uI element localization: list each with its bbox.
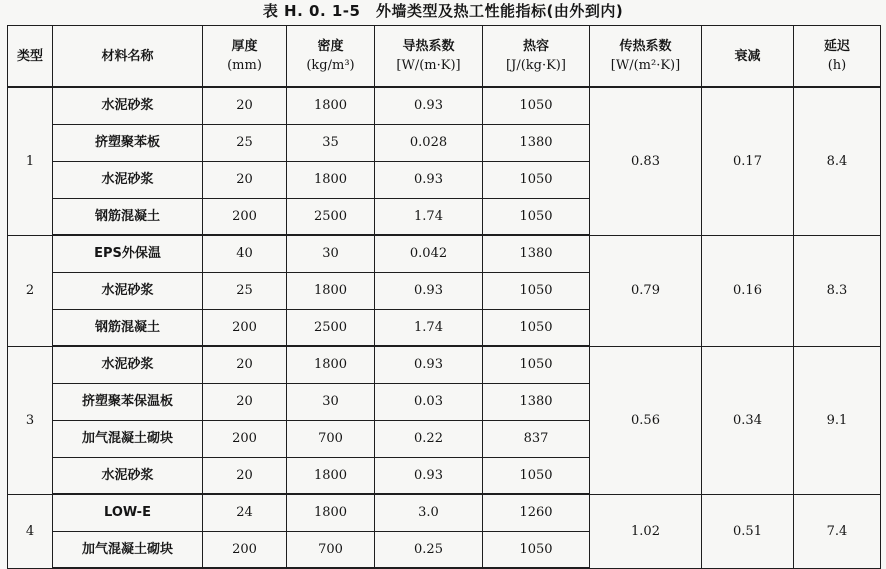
conductivity-cell: 1.74: [375, 198, 483, 235]
table-row: [8, 87, 881, 124]
conductivity-cell: 0.25: [375, 531, 483, 568]
column-header-label: 类型: [16, 48, 43, 64]
conductivity-cell: 0.028: [375, 124, 483, 161]
heat-capacity-cell: 1260: [483, 494, 590, 531]
column-header: [375, 26, 483, 88]
heat-capacity-cell: 1050: [483, 531, 590, 568]
material-name-cell: 加气混凝土砌块: [53, 420, 203, 457]
density-cell: 1800: [287, 346, 375, 383]
decay-cell: 0.16: [702, 235, 794, 346]
density-cell: 30: [287, 383, 375, 420]
conductivity-cell: 0.93: [375, 272, 483, 309]
wall-type-cell: 4: [8, 494, 53, 568]
thickness-cell: 20: [203, 161, 287, 198]
density-cell: 1800: [287, 457, 375, 494]
density-cell: 1800: [287, 494, 375, 531]
wall-type-cell: 1: [8, 87, 53, 235]
column-header: [702, 26, 794, 88]
heat-capacity-cell: 1050: [483, 272, 590, 309]
column-header: [287, 26, 375, 88]
material-name-cell: 水泥砂浆: [53, 457, 203, 494]
table-title: 表 H. 0. 1-5 外墙类型及热工性能指标(由外到内): [262, 2, 624, 20]
conductivity-cell: 3.0: [375, 494, 483, 531]
column-header-unit: (kg/m³): [306, 58, 355, 73]
delay-cell: 9.1: [794, 346, 881, 494]
heat-capacity-cell: 1050: [483, 198, 590, 235]
column-header-label: 延迟: [823, 39, 850, 54]
density-cell: 1800: [287, 87, 375, 124]
conductivity-cell: 1.74: [375, 309, 483, 346]
material-name-cell: 钢筋混凝土: [53, 198, 203, 235]
column-header-label: 传热系数: [619, 39, 672, 54]
thickness-cell: 200: [203, 309, 287, 346]
conductivity-cell: 0.93: [375, 457, 483, 494]
thickness-cell: 25: [203, 272, 287, 309]
column-header-label: 厚度: [231, 39, 258, 54]
material-name-cell: 挤塑聚苯板: [53, 124, 203, 161]
conductivity-cell: 0.93: [375, 346, 483, 383]
decay-cell: 0.17: [702, 87, 794, 235]
conductivity-cell: 0.042: [375, 235, 483, 272]
column-header: [590, 26, 702, 88]
heat-capacity-cell: 1380: [483, 124, 590, 161]
thickness-cell: 40: [203, 235, 287, 272]
wall-thermal-table: [7, 25, 881, 569]
density-cell: 700: [287, 531, 375, 568]
column-header-label: 热容: [522, 39, 549, 54]
column-header: [203, 26, 287, 88]
material-name-cell: EPS外保温: [53, 235, 203, 272]
material-name-cell: 挤塑聚苯保温板: [53, 383, 203, 420]
heat-capacity-cell: 837: [483, 420, 590, 457]
material-name-cell: 水泥砂浆: [53, 272, 203, 309]
delay-cell: 8.3: [794, 235, 881, 346]
column-header-label: 密度: [317, 39, 344, 54]
density-cell: 700: [287, 420, 375, 457]
wall-type-cell: 3: [8, 346, 53, 494]
heat-capacity-cell: 1380: [483, 235, 590, 272]
column-header-unit: [W/(m²·K)]: [610, 58, 681, 73]
delay-cell: 8.4: [794, 87, 881, 235]
conductivity-cell: 0.22: [375, 420, 483, 457]
thickness-cell: 25: [203, 124, 287, 161]
thickness-cell: 20: [203, 457, 287, 494]
thickness-cell: 200: [203, 531, 287, 568]
density-cell: 2500: [287, 309, 375, 346]
delay-cell: 7.4: [794, 494, 881, 568]
material-name-cell: 钢筋混凝土: [53, 309, 203, 346]
heat-capacity-cell: 1050: [483, 457, 590, 494]
column-header-label: 导热系数: [402, 39, 455, 54]
density-cell: 35: [287, 124, 375, 161]
column-header: [794, 26, 881, 88]
thickness-cell: 20: [203, 87, 287, 124]
u-value-cell: 0.79: [590, 235, 702, 346]
header-row: [8, 26, 881, 88]
density-cell: 30: [287, 235, 375, 272]
density-cell: 2500: [287, 198, 375, 235]
table-row: [8, 235, 881, 272]
decay-cell: 0.34: [702, 346, 794, 494]
material-name-cell: LOW-E: [53, 494, 203, 531]
column-header: [53, 26, 203, 88]
table-row: [8, 346, 881, 383]
heat-capacity-cell: 1380: [483, 383, 590, 420]
thickness-cell: 200: [203, 198, 287, 235]
conductivity-cell: 0.93: [375, 87, 483, 124]
thickness-cell: 24: [203, 494, 287, 531]
column-header: [483, 26, 590, 88]
column-header-unit: (h): [827, 58, 847, 73]
thickness-cell: 20: [203, 346, 287, 383]
thickness-cell: 200: [203, 420, 287, 457]
decay-cell: 0.51: [702, 494, 794, 568]
column-header-unit: [W/(m·K)]: [396, 58, 461, 73]
conductivity-cell: 0.93: [375, 161, 483, 198]
density-cell: 1800: [287, 161, 375, 198]
table-row: [8, 494, 881, 531]
table-body: [8, 87, 881, 568]
material-name-cell: 水泥砂浆: [53, 87, 203, 124]
u-value-cell: 1.02: [590, 494, 702, 568]
material-name-cell: 加气混凝土砌块: [53, 531, 203, 568]
density-cell: 1800: [287, 272, 375, 309]
material-name-cell: 水泥砂浆: [53, 161, 203, 198]
column-header-unit: (mm): [227, 58, 262, 73]
thickness-cell: 20: [203, 383, 287, 420]
heat-capacity-cell: 1050: [483, 87, 590, 124]
heat-capacity-cell: 1050: [483, 346, 590, 383]
conductivity-cell: 0.03: [375, 383, 483, 420]
heat-capacity-cell: 1050: [483, 309, 590, 346]
u-value-cell: 0.56: [590, 346, 702, 494]
wall-type-cell: 2: [8, 235, 53, 346]
u-value-cell: 0.83: [590, 87, 702, 235]
column-header: [8, 26, 53, 88]
column-header-label: 衰减: [734, 48, 761, 64]
column-header-unit: [J/(kg·K)]: [506, 58, 566, 73]
heat-capacity-cell: 1050: [483, 161, 590, 198]
material-name-cell: 水泥砂浆: [53, 346, 203, 383]
column-header-label: 材料名称: [101, 48, 154, 64]
